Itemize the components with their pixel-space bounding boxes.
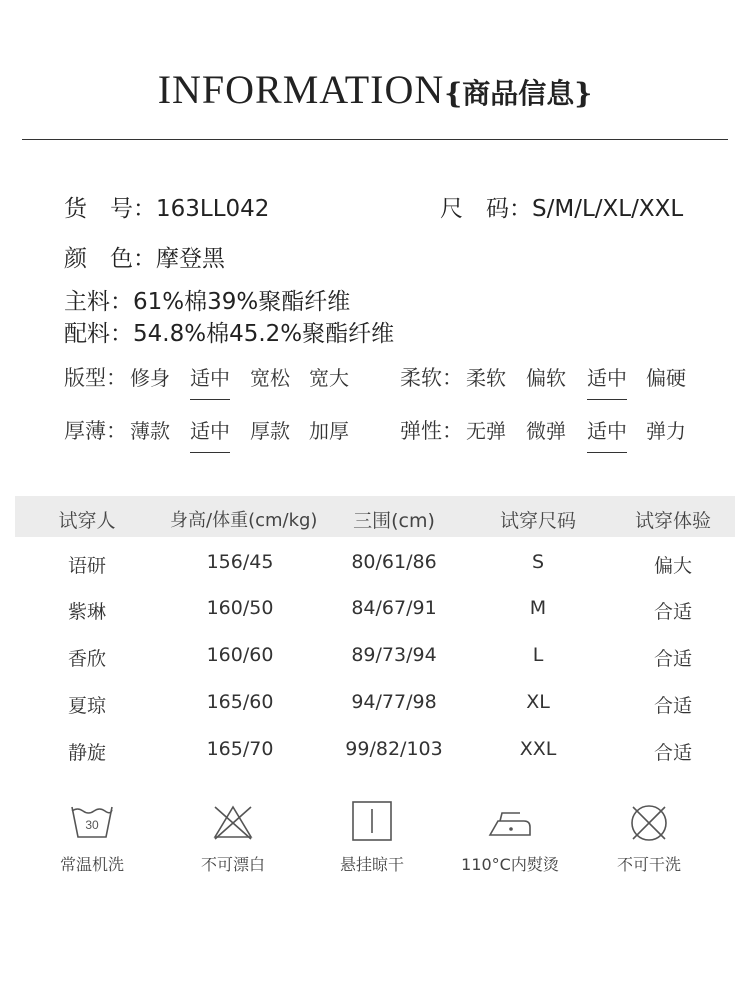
elasticity-label: 弹性： <box>400 419 463 443</box>
iron-icon <box>488 803 532 843</box>
table-cell: 156/45 <box>206 551 274 573</box>
table-cell: 165/60 <box>206 691 274 713</box>
fit-option: 宽大 <box>309 366 349 390</box>
table-header-cell: 身高/体重(cm/kg) <box>170 510 318 531</box>
elasticity-option-selected: 适中 <box>587 415 627 453</box>
wash-30-icon <box>70 803 114 843</box>
thickness-option: 薄款 <box>130 419 170 443</box>
table-cell: 合适 <box>653 695 692 717</box>
no-bleach-icon <box>211 803 255 843</box>
hang-dry-icon <box>350 801 394 841</box>
fit-option: 宽松 <box>250 366 290 390</box>
table-cell: 80/61/86 <box>351 551 437 573</box>
thickness-option-selected: 适中 <box>190 415 230 453</box>
title-divider <box>22 139 728 140</box>
table-cell: 160/60 <box>206 644 274 666</box>
color-value: 摩登黑 <box>156 246 225 272</box>
table-cell: 165/70 <box>206 738 274 760</box>
thickness-option: 厚款 <box>250 419 290 443</box>
table-cell: 合适 <box>653 601 692 623</box>
no-dry-clean-icon <box>627 803 671 843</box>
item-number-row <box>64 190 269 223</box>
softness-option: 柔软 <box>466 366 506 390</box>
fit-label: 版型： <box>64 366 127 390</box>
table-cell: 99/82/103 <box>345 738 443 760</box>
care-label-no-bleach: 不可漂白 <box>200 855 265 874</box>
size-value: S/M/L/XL/XXL <box>532 196 684 222</box>
care-label-hang-dry: 悬挂晾干 <box>339 855 404 874</box>
table-header-cell: 试穿人 <box>58 510 116 532</box>
thickness-option: 加厚 <box>309 419 349 443</box>
table-cell: 合适 <box>653 742 692 764</box>
table-header-cell: 试穿体验 <box>634 510 711 532</box>
table-cell: 89/73/94 <box>351 644 437 666</box>
page-title <box>0 66 750 113</box>
table-header-cell: 试穿尺码 <box>499 510 576 532</box>
table-cell: 夏琼 <box>67 695 106 717</box>
main-material-label: 主料： <box>64 289 133 315</box>
table-cell: XXL <box>519 738 557 760</box>
softness-label: 柔软： <box>400 366 463 390</box>
color-label: 颜 色： <box>64 246 156 272</box>
fit-option: 修身 <box>130 366 170 390</box>
table-cell: L <box>532 644 544 666</box>
item-number-label: 货 号： <box>64 196 156 222</box>
size-row <box>440 190 683 223</box>
table-cell: M <box>529 597 547 619</box>
lining-value: 54.8%棉45.2%聚酯纤维 <box>133 321 395 347</box>
table-cell: 合适 <box>653 648 692 670</box>
table-cell: 紫琳 <box>67 601 106 623</box>
table-cell: XL <box>526 691 550 713</box>
softness-option: 偏硬 <box>646 366 686 390</box>
thickness-label: 厚薄： <box>64 419 127 443</box>
softness-option-selected: 适中 <box>587 362 627 400</box>
main-material-row <box>64 283 350 316</box>
table-cell: 语研 <box>67 555 106 577</box>
lining-row <box>64 315 394 348</box>
title-chinese: {商品信息} <box>444 77 593 110</box>
lining-label: 配料： <box>64 321 133 347</box>
elasticity-option: 弹力 <box>646 419 686 443</box>
main-material-value: 61%棉39%聚酯纤维 <box>133 289 351 315</box>
table-cell: 160/50 <box>206 597 274 619</box>
title-english: INFORMATION <box>157 67 445 112</box>
table-cell: 偏大 <box>653 555 692 577</box>
care-label-iron: 110°C内熨烫 <box>461 855 559 874</box>
size-label: 尺 码： <box>440 196 532 222</box>
item-number-value: 163LL042 <box>156 196 270 222</box>
fit-option-selected: 适中 <box>190 362 230 400</box>
table-cell: 94/77/98 <box>351 691 437 713</box>
elasticity-option: 微弹 <box>526 419 566 443</box>
elasticity-option: 无弹 <box>466 419 506 443</box>
color-row <box>64 240 225 273</box>
table-header-cell: 三围(cm) <box>353 510 435 532</box>
table-cell: S <box>531 551 545 573</box>
softness-option: 偏软 <box>526 366 566 390</box>
wash-temp-text: 30 <box>85 818 99 832</box>
care-label-wash: 常温机洗 <box>59 855 124 874</box>
table-cell: 静旋 <box>67 742 106 764</box>
care-label-no-dry-clean: 不可干洗 <box>616 855 681 874</box>
table-cell: 84/67/91 <box>351 597 437 619</box>
table-cell: 香欣 <box>67 648 106 670</box>
